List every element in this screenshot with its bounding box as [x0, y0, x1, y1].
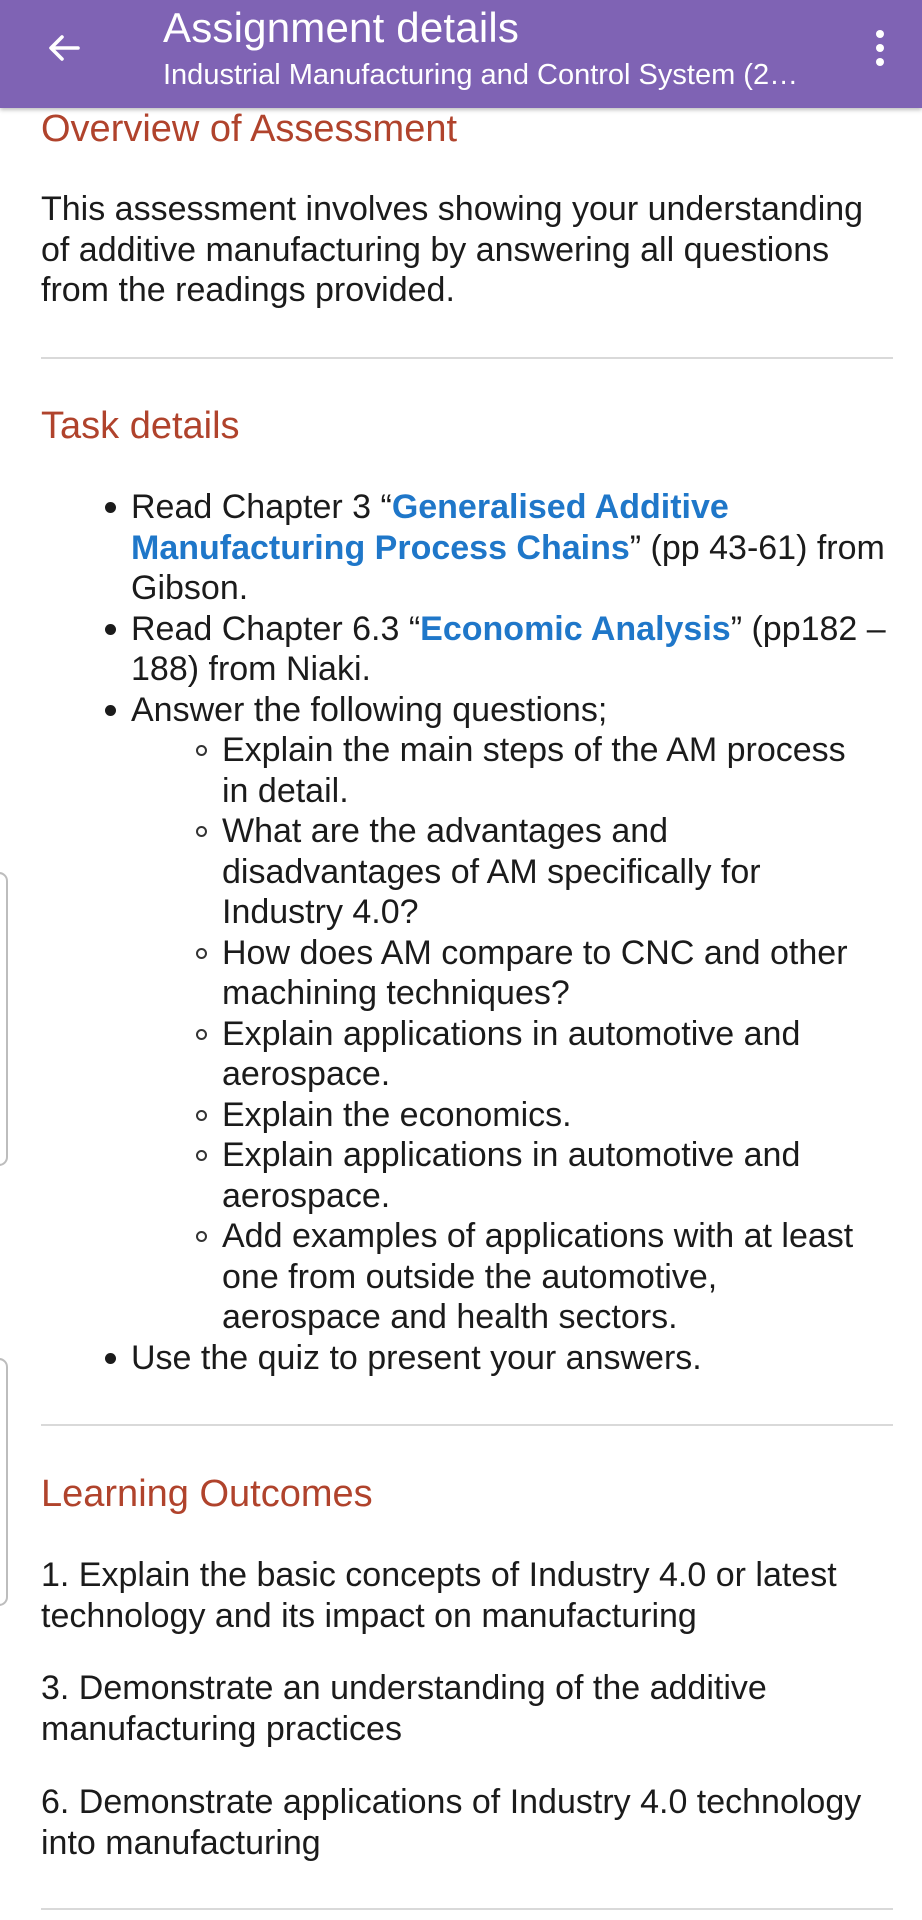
subtask-text: disadvantages of AM specifically for — [222, 852, 761, 891]
edge-scroll-handle[interactable] — [0, 872, 8, 1166]
subtask-text: Explain the economics. — [222, 1095, 572, 1134]
more-vert-icon — [876, 58, 884, 66]
subtask-text: one from outside the automotive, — [222, 1257, 718, 1296]
overview-text-line: from the readings provided. — [41, 271, 455, 309]
bullet-icon — [105, 502, 116, 513]
task-item-text: ” (pp182 – — [730, 609, 886, 648]
subtask-text: aerospace. — [222, 1055, 391, 1093]
subtask-text: Industry 4.0? — [222, 893, 419, 931]
page-title: Assignment details — [163, 4, 520, 51]
section-divider — [41, 1908, 893, 1910]
subtask-text: How does AM compare to CNC and other — [222, 933, 848, 972]
subtask-text: Explain applications in automotive and — [222, 1014, 801, 1053]
task-item-text: Read Chapter 3 “ — [131, 488, 392, 526]
task-item-text: ” (pp 43-61) from — [629, 528, 885, 567]
bullet-icon — [105, 624, 116, 635]
arrow-back-icon — [44, 28, 84, 73]
back-button[interactable] — [34, 20, 94, 80]
edge-scroll-handle[interactable] — [0, 1358, 8, 1606]
task-item-line — [131, 487, 729, 528]
task-item-text: Read Chapter 6.3 “ — [131, 609, 421, 648]
learning-outcomes-heading: Learning Outcomes — [41, 1473, 373, 1515]
task-item-line — [131, 528, 885, 569]
subtask-text: machining techniques? — [222, 974, 570, 1012]
subtask-text: What are the advantages and — [222, 812, 669, 850]
subtask-text: aerospace and health sectors. — [222, 1298, 678, 1336]
sub-bullet-icon — [196, 1029, 207, 1040]
overview-heading: Overview of Assessment — [41, 108, 458, 150]
sub-bullet-icon — [196, 826, 207, 837]
course-subtitle: Industrial Manufacturing and Control System (2… — [163, 59, 799, 91]
task-item-line — [131, 609, 886, 650]
section-divider — [41, 357, 893, 359]
subtask-text: Explain applications in automotive and — [222, 1136, 801, 1174]
overview-text-line: This assessment involves showing your understanding — [41, 190, 864, 228]
subtask-text: in detail. — [222, 771, 349, 810]
more-vert-icon — [876, 30, 884, 38]
sub-bullet-icon — [196, 1110, 207, 1121]
app-bar — [0, 0, 922, 108]
task-details-heading: Task details — [41, 405, 240, 447]
sub-bullet-icon — [196, 745, 207, 756]
bullet-icon — [105, 705, 116, 716]
subtask-text: Add examples of applications with at least — [222, 1217, 854, 1255]
gibson-chapter-link[interactable]: Manufacturing Process Chains — [131, 528, 630, 567]
bullet-icon — [105, 1353, 116, 1364]
overflow-menu-button[interactable] — [858, 18, 902, 78]
task-item-text: Answer the following questions; — [131, 690, 608, 729]
outcome-text-line: 6. Demonstrate applications of Industry 4.0 technology — [41, 1783, 862, 1821]
task-item-text: Use the quiz to present your answers. — [131, 1338, 702, 1377]
sub-bullet-icon — [196, 1150, 207, 1161]
overview-text-line: of additive manufacturing by answering all questions — [41, 230, 830, 269]
more-vert-icon — [876, 44, 884, 52]
outcome-text-line: 1. Explain the basic concepts of Industry 4.0 or latest — [41, 1556, 837, 1594]
outcome-text-line: into manufacturing — [41, 1823, 321, 1862]
outcome-text-line: technology and its impact on manufacturing — [41, 1596, 697, 1635]
outcome-text-line: 3. Demonstrate an understanding of the additive — [41, 1669, 767, 1707]
section-divider — [41, 1424, 893, 1426]
sub-bullet-icon — [196, 1231, 207, 1242]
gibson-chapter-link[interactable]: Generalised Additive — [391, 488, 729, 526]
sub-bullet-icon — [196, 948, 207, 959]
task-item-text: Gibson. — [131, 569, 249, 607]
subtask-text: Explain the main steps of the AM process — [222, 731, 846, 769]
subtask-text: aerospace. — [222, 1176, 391, 1215]
task-item-text: 188) from Niaki. — [131, 650, 371, 688]
outcome-text-line: manufacturing practices — [41, 1709, 402, 1748]
economic-analysis-link[interactable]: Economic Analysis — [420, 609, 731, 648]
